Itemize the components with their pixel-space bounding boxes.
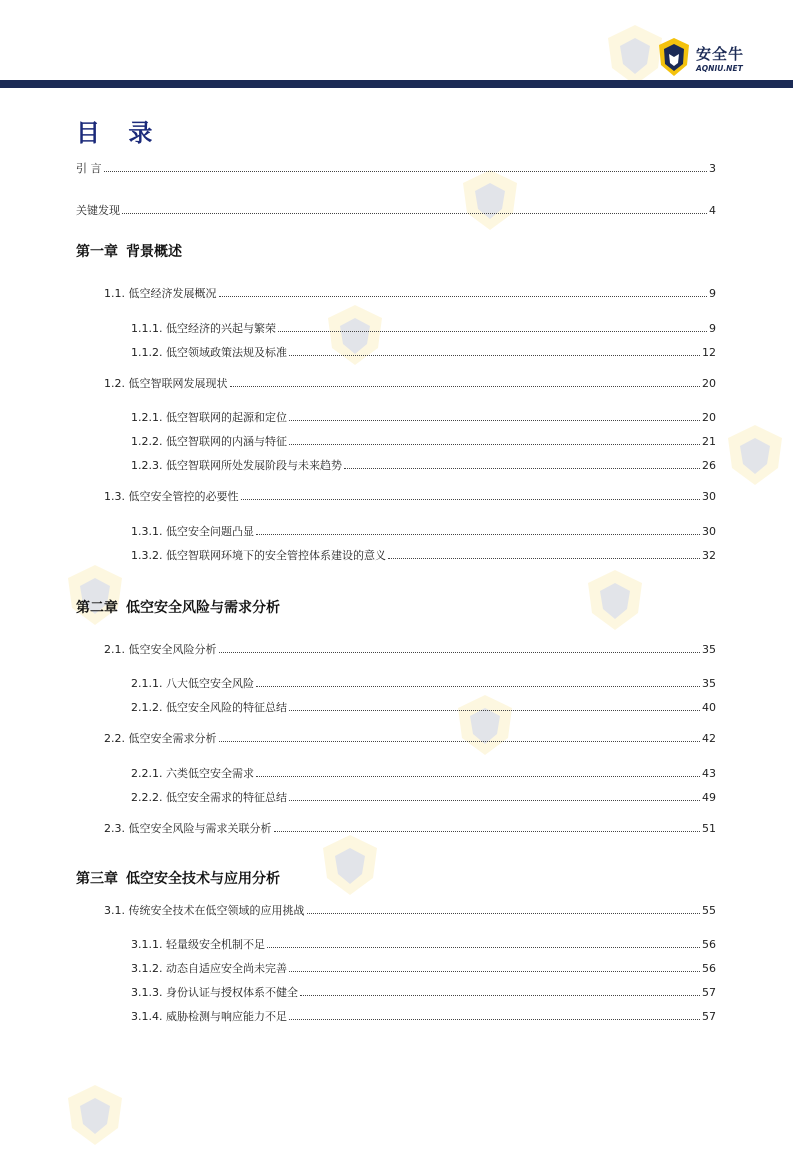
- toc-entry-number: 1.2.1.: [131, 411, 163, 424]
- toc-entry-page: 57: [702, 986, 716, 999]
- leader-dots: [267, 946, 700, 948]
- toc-entry[interactable]: [104, 375, 716, 391]
- leader-dots: [344, 467, 700, 469]
- chapter-heading[interactable]: [76, 597, 280, 617]
- chapter-number: 第三章: [76, 871, 118, 887]
- watermark: [320, 300, 390, 374]
- leader-dots: [289, 1018, 700, 1020]
- toc-entry-page: 9: [709, 322, 716, 335]
- bull-shield-icon: [657, 37, 691, 77]
- watermark: [60, 1080, 130, 1154]
- toc-entry-number: 2.1.1.: [131, 677, 163, 690]
- toc-entry-page: 51: [702, 822, 716, 835]
- toc-entry-page: 43: [702, 767, 716, 780]
- watermark: [720, 420, 790, 494]
- leader-dots: [289, 419, 700, 421]
- leader-dots: [307, 912, 701, 914]
- brand-logo: [657, 37, 767, 77]
- page-title: 目 录: [76, 119, 163, 147]
- toc-entry-number: 1.3.2.: [131, 549, 163, 562]
- toc-entry-page: 49: [702, 791, 716, 804]
- toc-entry[interactable]: [131, 960, 716, 976]
- toc-entry-text: 低空安全管控的必要性: [128, 490, 239, 503]
- toc-entry-text: 威胁检测与响应能力不足: [166, 1010, 287, 1023]
- toc-entry[interactable]: [131, 457, 716, 473]
- toc-entry-number: 2.2.: [104, 732, 125, 745]
- toc-entry[interactable]: [131, 433, 716, 449]
- toc-entry-number: 2.1.: [104, 643, 125, 656]
- toc-entry-text: 传统安全技术在低空领域的应用挑战: [128, 904, 305, 917]
- toc-entry[interactable]: [131, 320, 716, 336]
- toc-entry-number: 1.1.: [104, 287, 125, 300]
- toc-entry-text: 引 言: [76, 162, 102, 175]
- toc-entry-text: 轻量级安全机制不足: [166, 938, 265, 951]
- leader-dots: [256, 685, 700, 687]
- toc-entry-page: 35: [702, 643, 716, 656]
- toc-entry-text: 低空安全风险与需求关联分析: [128, 822, 272, 835]
- toc-entry[interactable]: [131, 1008, 716, 1024]
- toc-entry-number: 2.2.2.: [131, 791, 163, 804]
- toc-entry-page: 56: [702, 962, 716, 975]
- toc-entry-text: 低空安全风险的特征总结: [166, 701, 287, 714]
- header-bar: [0, 80, 793, 88]
- toc-entry-text: 低空安全需求的特征总结: [166, 791, 287, 804]
- leader-dots: [219, 740, 701, 742]
- toc-entry[interactable]: [131, 984, 716, 1000]
- toc-entry[interactable]: [131, 699, 716, 715]
- leader-dots: [241, 498, 701, 500]
- chapter-number: 第二章: [76, 600, 118, 616]
- toc-entry-page: 55: [702, 904, 716, 917]
- leader-dots: [256, 533, 700, 535]
- toc-entry[interactable]: [131, 523, 716, 539]
- toc-entry-text: 低空领域政策法规及标准: [166, 346, 287, 359]
- toc-entry[interactable]: [131, 789, 716, 805]
- toc-entry-number: 3.1.1.: [131, 938, 163, 951]
- toc-entry-page: 21: [702, 435, 716, 448]
- toc-entry-page: 32: [702, 549, 716, 562]
- chapter-title: 低空安全技术与应用分析: [126, 871, 280, 887]
- leader-dots: [300, 994, 700, 996]
- toc-entry-page: 42: [702, 732, 716, 745]
- chapter-title: 低空安全风险与需求分析: [126, 600, 280, 616]
- toc-entry-page: 35: [702, 677, 716, 690]
- toc-entry[interactable]: [104, 488, 716, 504]
- toc-entry-text: 低空经济发展概况: [128, 287, 217, 300]
- toc-entry[interactable]: [104, 902, 716, 918]
- toc-entry[interactable]: [131, 675, 716, 691]
- toc-entry[interactable]: [131, 936, 716, 952]
- toc-entry[interactable]: [131, 344, 716, 360]
- toc-entry-number: 1.3.1.: [131, 525, 163, 538]
- toc-entry-page: 56: [702, 938, 716, 951]
- toc-entry[interactable]: [131, 547, 716, 563]
- leader-dots: [388, 557, 700, 559]
- leader-dots: [278, 330, 707, 332]
- leader-dots: [289, 354, 700, 356]
- toc-entry[interactable]: [104, 820, 716, 836]
- toc-entry-number: 3.1.2.: [131, 962, 163, 975]
- toc-entry-page: 40: [702, 701, 716, 714]
- chapter-heading[interactable]: [76, 868, 280, 888]
- leader-dots: [289, 709, 700, 711]
- leader-dots: [256, 775, 700, 777]
- toc-entry-text: 关键发现: [76, 204, 120, 217]
- leader-dots: [230, 385, 701, 387]
- toc-entry-text: 低空安全风险分析: [128, 643, 217, 656]
- logo-text-cn: 安全牛: [696, 45, 745, 63]
- toc-entry-page: 57: [702, 1010, 716, 1023]
- toc-entry[interactable]: [131, 765, 716, 781]
- toc-entry-number: 1.2.2.: [131, 435, 163, 448]
- toc-entry-text: 八大低空安全风险: [166, 677, 254, 690]
- toc-entry[interactable]: [76, 160, 716, 176]
- toc-entry-page: 30: [702, 525, 716, 538]
- toc-entry-page: 20: [702, 411, 716, 424]
- toc-entry-page: 9: [709, 287, 716, 300]
- toc-entry-page: 3: [709, 162, 716, 175]
- toc-entry-number: 3.1.: [104, 904, 125, 917]
- toc-entry-text: 低空安全需求分析: [128, 732, 217, 745]
- toc-entry-number: 3.1.4.: [131, 1010, 163, 1023]
- toc-entry-number: 3.1.3.: [131, 986, 163, 999]
- logo-text-en: AQNIU.NET: [696, 64, 743, 73]
- toc-entry-number: 1.1.1.: [131, 322, 163, 335]
- toc-entry-number: 1.3.: [104, 490, 125, 503]
- toc-entry-number: 2.1.2.: [131, 701, 163, 714]
- leader-dots: [219, 295, 708, 297]
- leader-dots: [289, 970, 700, 972]
- leader-dots: [274, 830, 701, 832]
- toc-entry-number: 2.3.: [104, 822, 125, 835]
- toc-entry-text: 动态自适应安全尚未完善: [166, 962, 287, 975]
- toc-entry[interactable]: [104, 641, 716, 657]
- toc-entry-text: 身份认证与授权体系不健全: [166, 986, 298, 999]
- toc-entry-number: 1.2.3.: [131, 459, 163, 472]
- toc-entry-text: 低空经济的兴起与繁荣: [166, 322, 276, 335]
- toc-entry-page: 30: [702, 490, 716, 503]
- watermark: [315, 830, 385, 904]
- toc-entry[interactable]: [131, 409, 716, 425]
- toc-entry[interactable]: [104, 285, 716, 301]
- toc-entry[interactable]: [104, 730, 716, 746]
- leader-dots: [289, 443, 700, 445]
- toc-entry-text: 低空智联网的内涵与特征: [166, 435, 287, 448]
- toc-entry-text: 低空智联网所处发展阶段与未来趋势: [166, 459, 342, 472]
- toc-entry-page: 4: [709, 204, 716, 217]
- chapter-number: 第一章: [76, 244, 118, 260]
- toc-entry-number: 1.2.: [104, 377, 125, 390]
- watermark: [580, 565, 650, 639]
- toc-entry-number: 2.2.1.: [131, 767, 163, 780]
- leader-dots: [219, 651, 701, 653]
- toc-entry-text: 六类低空安全需求: [166, 767, 254, 780]
- toc-entry-page: 20: [702, 377, 716, 390]
- toc-entry-number: 1.1.2.: [131, 346, 163, 359]
- leader-dots: [289, 799, 700, 801]
- toc-entry-page: 12: [702, 346, 716, 359]
- chapter-title: 背景概述: [126, 244, 182, 260]
- leader-dots: [104, 170, 708, 172]
- toc-entry-text: 低空智联网环境下的安全管控体系建设的意义: [166, 549, 386, 562]
- toc-entry-page: 26: [702, 459, 716, 472]
- toc-entry-text: 低空安全问题凸显: [166, 525, 254, 538]
- leader-dots: [122, 212, 707, 214]
- toc-entry[interactable]: [76, 202, 716, 218]
- toc-entry-text: 低空智联网的起源和定位: [166, 411, 287, 424]
- toc-entry-text: 低空智联网发展现状: [128, 377, 228, 390]
- chapter-heading[interactable]: [76, 241, 182, 261]
